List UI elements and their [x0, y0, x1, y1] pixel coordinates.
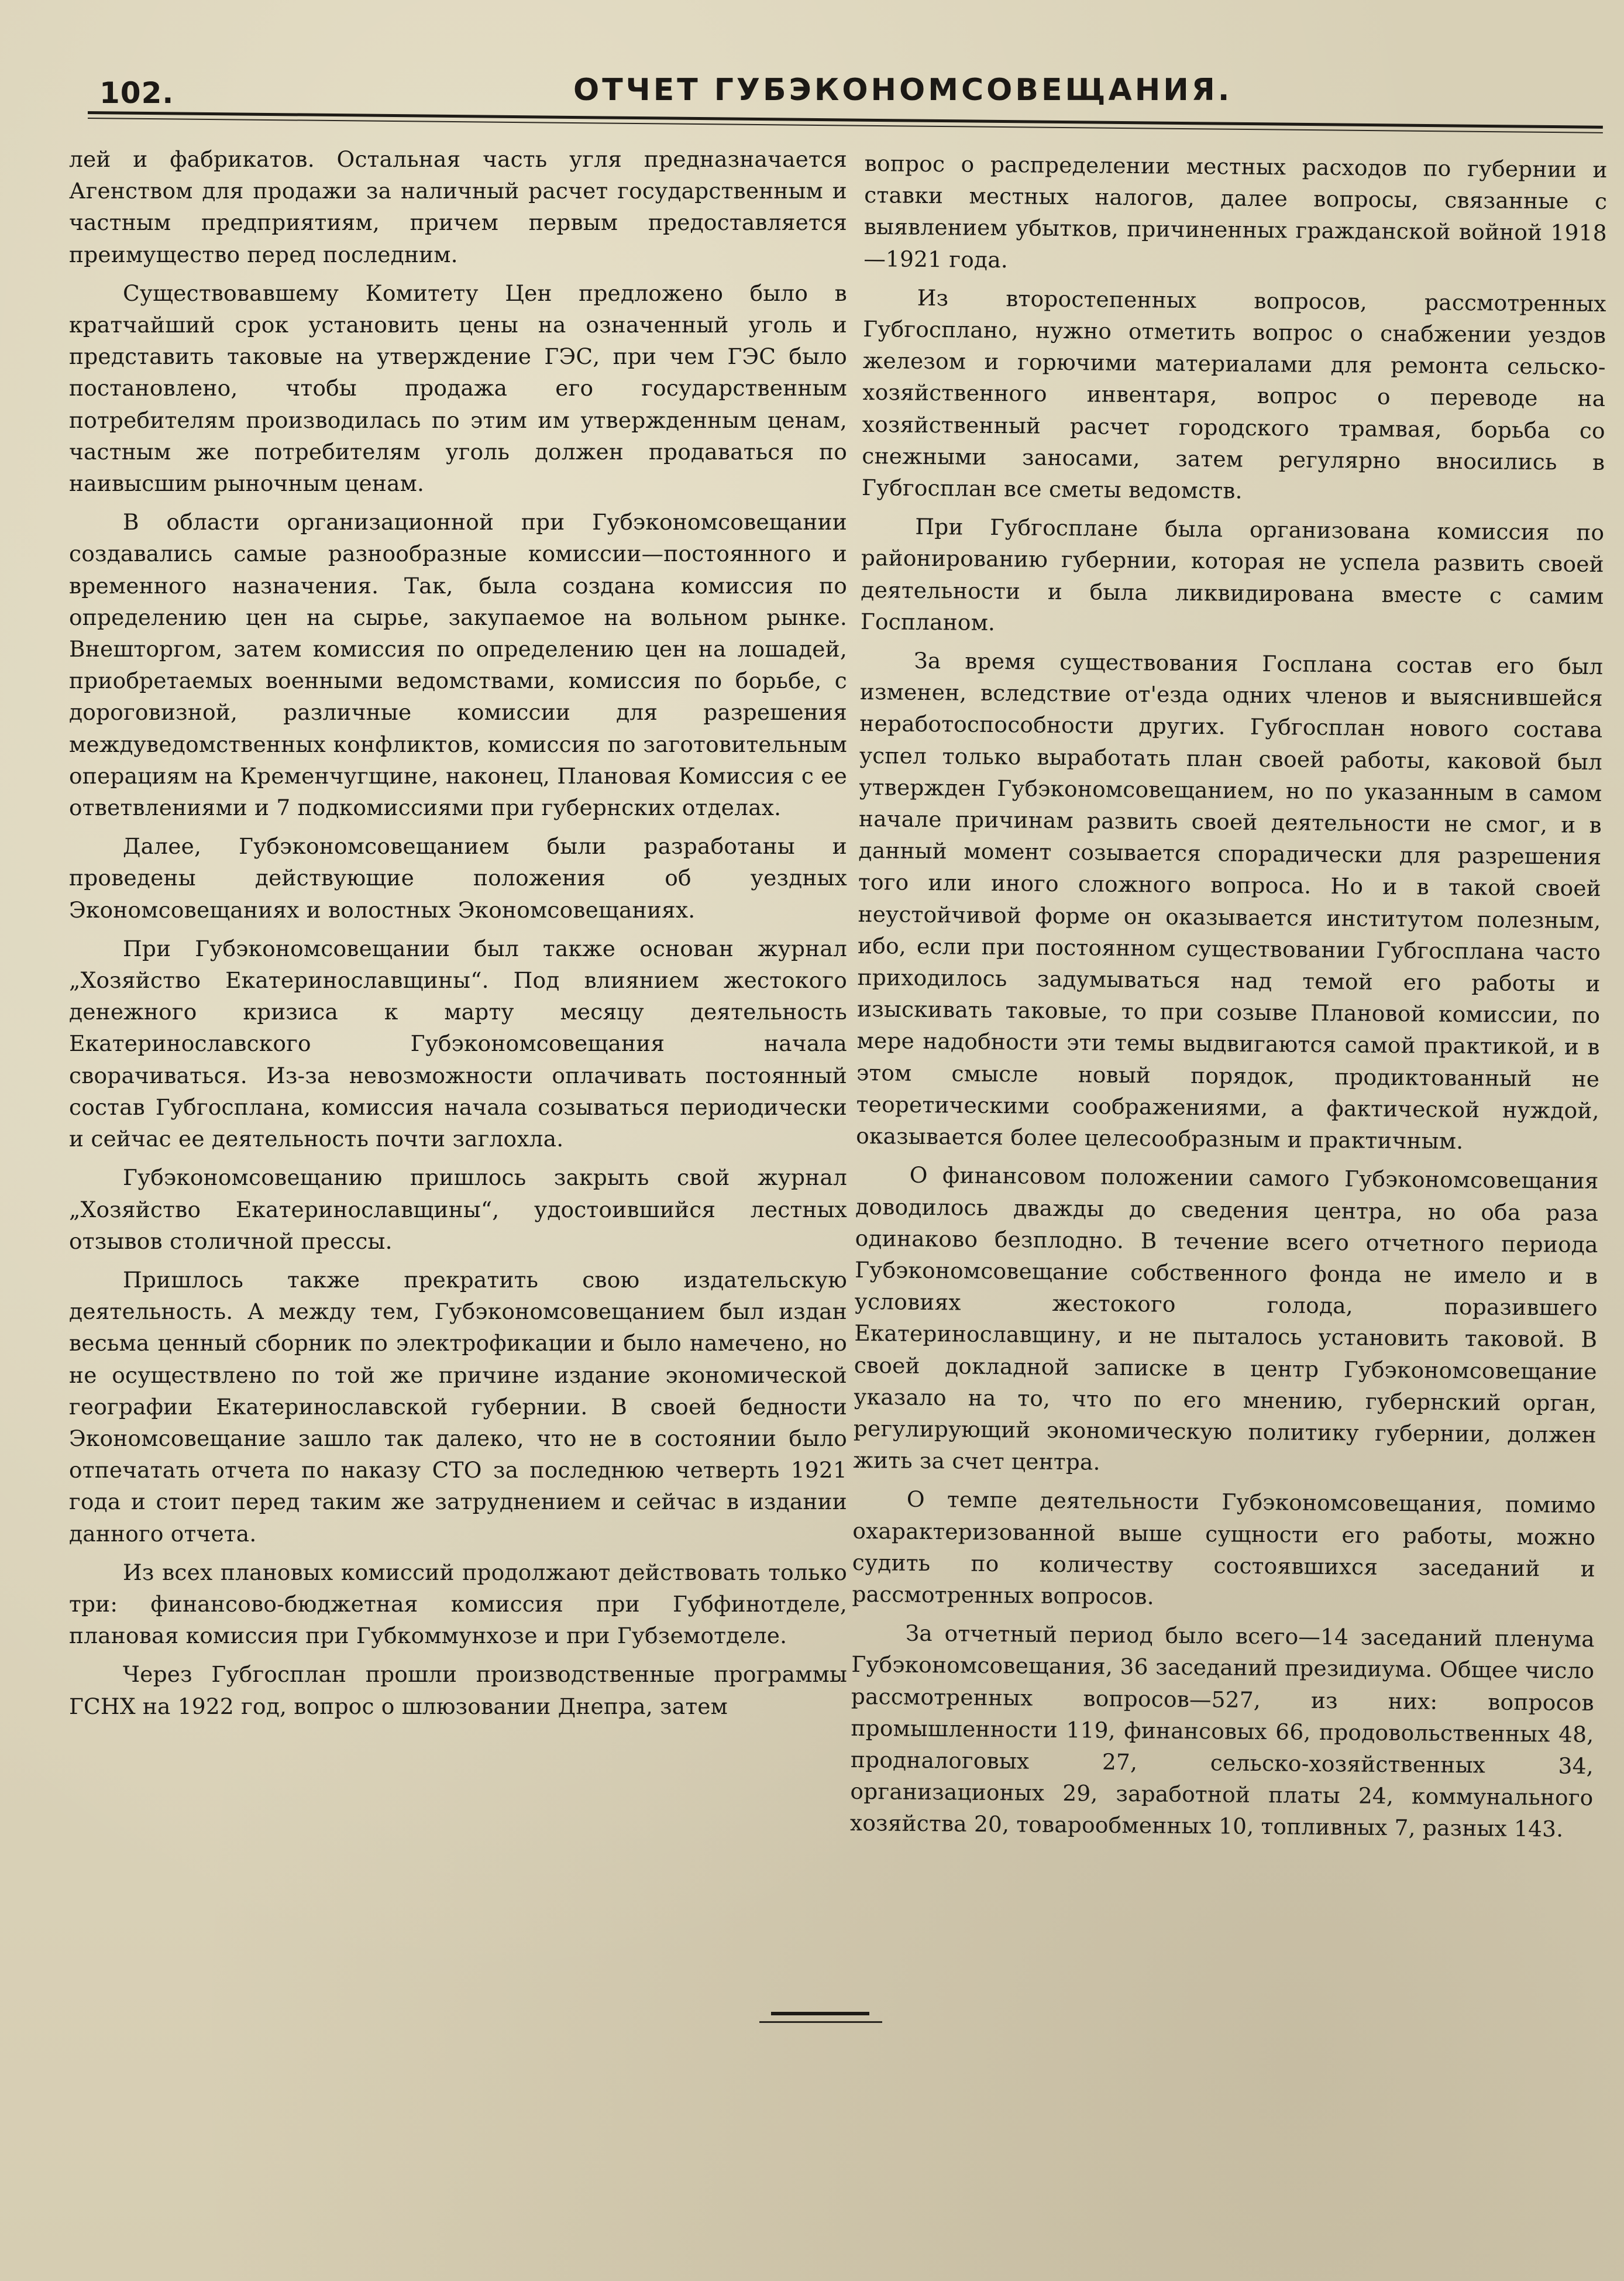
running-title: ОТЧЕТ ГУБЭКОНОМСОВЕЩАНИЯ.	[573, 73, 1233, 108]
right-column	[850, 147, 1608, 1853]
paragraph: Через Губгосплан прошли производственные программы ГСНХ на 1922 год, вопрос о шлюзовании Днепра, затем	[69, 1661, 847, 1719]
paragraph: За время существования Госплана состав его был изменен, вследствие от'езда одних членов и выяснившейся неработоспособности других. Губгосплан нового состава успел только выработать план своей работы, каковой был утвержден Губэкономсовещанием, но по указанным в самом начале причинам развить своей деятельности не смог, и в данный момент созывается спорадически для разрешения того или иного сложного вопроса. Но и в такой своей неустойчивой форме он оказывается институтом полезным, ибо, если при постоянном существовании Губгосплана часто приходилось задумываться над темой его работы и изыскивать таковые, то при созыве Плановой комиссии, по мере надобности эти темы выдвигаются самой практикой, и в этом смысле новый порядок, продиктованный не теоретическими соображениями, а фактической нуждой, оказывается более целесообразным и практичным.	[856, 647, 1604, 1155]
paragraph: Из всех плановых комиссий продолжают действовать только три: финансово-бюджетная комиссия при Губфинотделе, плановая комиссия при Губкоммунхозе и при Губземотделе.	[69, 1559, 847, 1649]
paragraph: За отчетный период было всего—14 заседаний пленума Губэкономсовещания, 36 заседаний президиума. Общее число рассмотренных вопросов—527, из них: вопросов промышленности 119, финансовых 66, продовольственных 48, продналоговых 27, сельско-хозяйственных 34, организационых 29, заработной платы 24, коммунального хозяйства 20, товарообменных 10, топливных 7, разных 143.	[849, 1620, 1595, 1842]
paragraph: вопрос о распределении местных расходов по губернии и ставки местных налогов, далее вопросы, связанные с выявлением убытков, причиненных гражданской войной 1918—1921 года.	[863, 150, 1608, 273]
left-column	[69, 143, 847, 1729]
paragraph: О финансовом положении самого Губэкономсовещания доводилось дважды до сведения центра, но оба раза одинаково безплодно. В течение всего отчетного периода Губэкономсовещание собственного фонда не имело и в условиях жестокого голода, поразившего Екатеринославщину, и не пыталось установить таковой. В своей докладной записке в центр Губэкономсовещание указало на то, что по его мнению, губернский орган, регулирующий экономическую политику губернии, должен жить за счет центра.	[853, 1162, 1599, 1475]
paragraph: лей и фабрикатов. Остальная часть угля предназначается Агенством для продажи за наличный расчет государственным и частным предприятиям, причем первым предоставляется преимущество перед последним.	[69, 146, 847, 267]
paragraph: Пришлось также прекратить свою издательскую деятельность. А между тем, Губэкономсовещанием был издан весьма ценный сборник по электрофикации и было намечено, но не осуществлено по той же причине издание экономической географии Екатеринославской губернии. В своей бедности Экономсовещание зашло так далеко, что не в состоянии было отпечатать отчета по наказу СТО за последнюю четверть 1921 года и стоит перед таким же затруднением и сейчас в издании данного отчета.	[69, 1266, 847, 1547]
paragraph: В области организационной при Губэкономсовещании создавались самые разнообразные комиссии—постоянного и временного назначения. Так, была создана комиссия по определению цен на сырье, закупаемое на вольном рынке. Внешторгом, затем комиссия по определению цен на лошадей, приобретаемых военными ведомствами, комиссия по борьбе, с дороговизной, различные комиссии для разрешения междуведомственных конфликтов, комиссия по заготовительным операциям на Кременчугщине, наконец, Плановая Комиссия с ее ответвлениями и 7 подкомиссиями при губернских отделах.	[69, 509, 847, 821]
paragraph: При Губэкономсовещании был также основан журнал „Хозяйство Екатеринославщины“. Под влиянием жестокого денежного кризиса к марту месяцу деятельность Екатеринославского Губэкономсовещания начала сворачиваться. Из-за невозможности оплачивать постоянный состав Губгосплана, комиссия начала созываться периодически и сейчас ее деятельность почти заглохла.	[69, 935, 847, 1152]
paragraph: Далее, Губэкономсовещанием были разработаны и проведены действующие положения об уездных Экономсовещаниях и волостных Экономсовещаниях.	[69, 833, 847, 923]
paragraph: Существовавшему Комитету Цен предложено было в кратчайший срок установить цены на означенный уголь и представить таковые на утверждение ГЭС, при чем ГЭС было постановлено, чтобы продажа его государственным потребителям производилась по этим им утвержденным ценам, частным же потребителям уголь должен продаваться по наивысшим рыночным ценам.	[69, 280, 847, 497]
page-number: 102.	[99, 76, 174, 110]
paragraph: При Губгосплане была организована комиссия по районированию губернии, которая не успела развить своей деятельности и была ликвидирована вместе с самим Госпланом.	[860, 514, 1605, 635]
paragraph: Из второстепенных вопросов, рассмотренных Губгосплано, нужно отметить вопрос о снабжении уездов железом и горючими материалами для ремонта сельско-хозяйственного инвентаря, вопрос о переводе на хозяйственный расчет городского трамвая, борьба со снежными заносами, затем регулярно вносились в Губгосплан все сметы ведомств.	[861, 284, 1606, 504]
closing-rule-thin	[759, 2021, 882, 2023]
paragraph: Губэкономсовещанию пришлось закрыть свой журнал „Хозяйство Екатеринославщины“, удостоившийся лестных отзывов столичной прессы.	[69, 1164, 847, 1254]
closing-rule-thick	[771, 2012, 869, 2015]
page-header	[88, 69, 1597, 116]
paragraph: О темпе деятельности Губэкономсовещания, помимо охарактеризованной выше сущности его работы, можно судить по количеству состоявшихся заседаний и рассмотренных вопросов.	[852, 1486, 1596, 1610]
